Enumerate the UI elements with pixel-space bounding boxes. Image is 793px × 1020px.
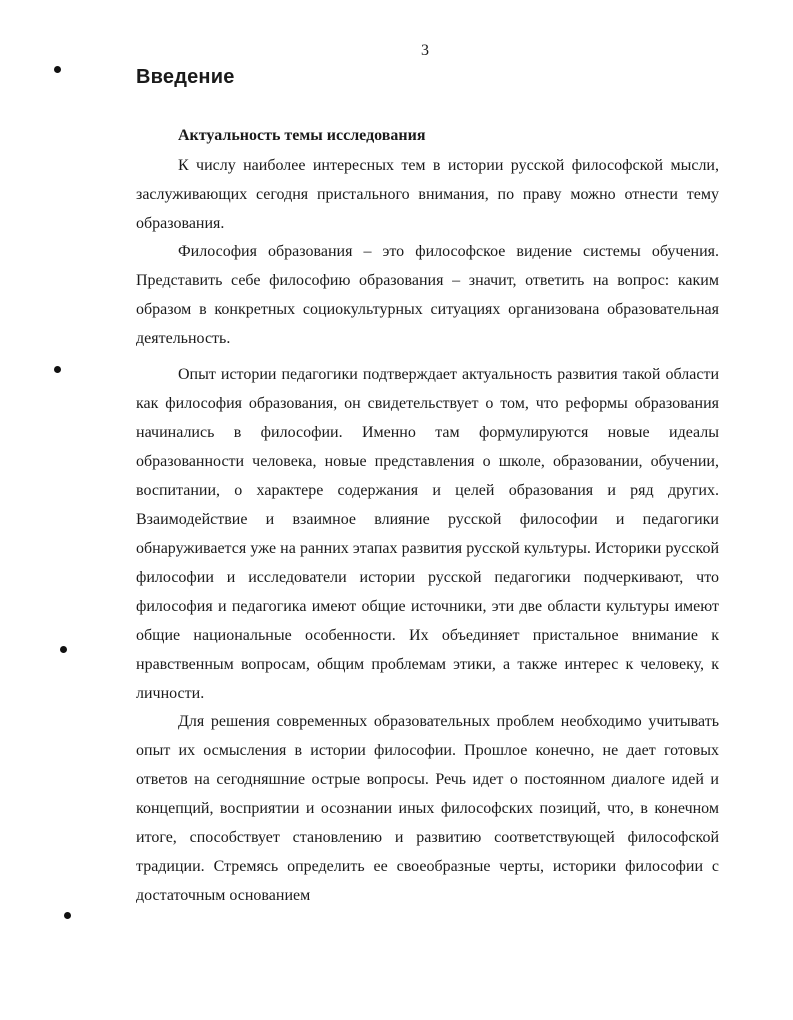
paragraph-1: К числу наиболее интересных тем в истории русской философской мысли, заслуживающих сегодня пристального внимания, по праву можно отнести тему образования. xyxy=(136,157,719,232)
paragraph-4: Для решения современных образовательных проблем необходимо учитывать опыт их осмысления в истории философии. Прошлое конечно, не дает готовых ответов на сегодняшние острые вопросы. Речь идет о постоянном диалоге идей и концепций, восприятии и осознании иных философских позиций, что, в конечном итоге, способствует становлению и развитию соответствующей философской традиции. Стремясь определить ее своеобразные черты, историки философии с достаточным основанием xyxy=(136,713,719,904)
paragraph-3: Опыт истории педагогики подтверждает актуальность развития такой области как философия образования, он свидетельствует о том, что реформы образования начинались в философии. Именно там формулируются новые идеалы образованности человека, новые представления о школе, образовании, обучении, воспитании, о характере содержания и целей образования и ряд других. Взаимодействие и взаимное влияние русской философии и педагогики обнаруживается уже на ранних этапах развития русской культуры. Историки русской философии и исследователи истории русской педагогики подчеркивают, что философия и педагогика имеют общие источники, эти две области культуры имеют общие национальные особенности. Их объединяет пристальное внимание к нравственным вопросам, общим проблемам этики, а также интерес к человеку, к личности. xyxy=(136,366,719,702)
scan-mark-2 xyxy=(54,366,61,373)
paragraph-2: Философия образования – это философское видение системы обучения. Представить себе философию образования – значит, ответить на вопрос: каким образом в конкретных социокультурных ситуациях организована образовательная деятельность. xyxy=(136,243,719,347)
scan-mark-3 xyxy=(60,646,67,653)
scan-mark-1 xyxy=(54,66,61,73)
scan-mark-4 xyxy=(64,912,71,919)
page-number: 3 xyxy=(421,42,429,59)
section-heading: Актуальность темы исследования xyxy=(178,127,426,144)
document-title: Введение xyxy=(136,66,235,88)
